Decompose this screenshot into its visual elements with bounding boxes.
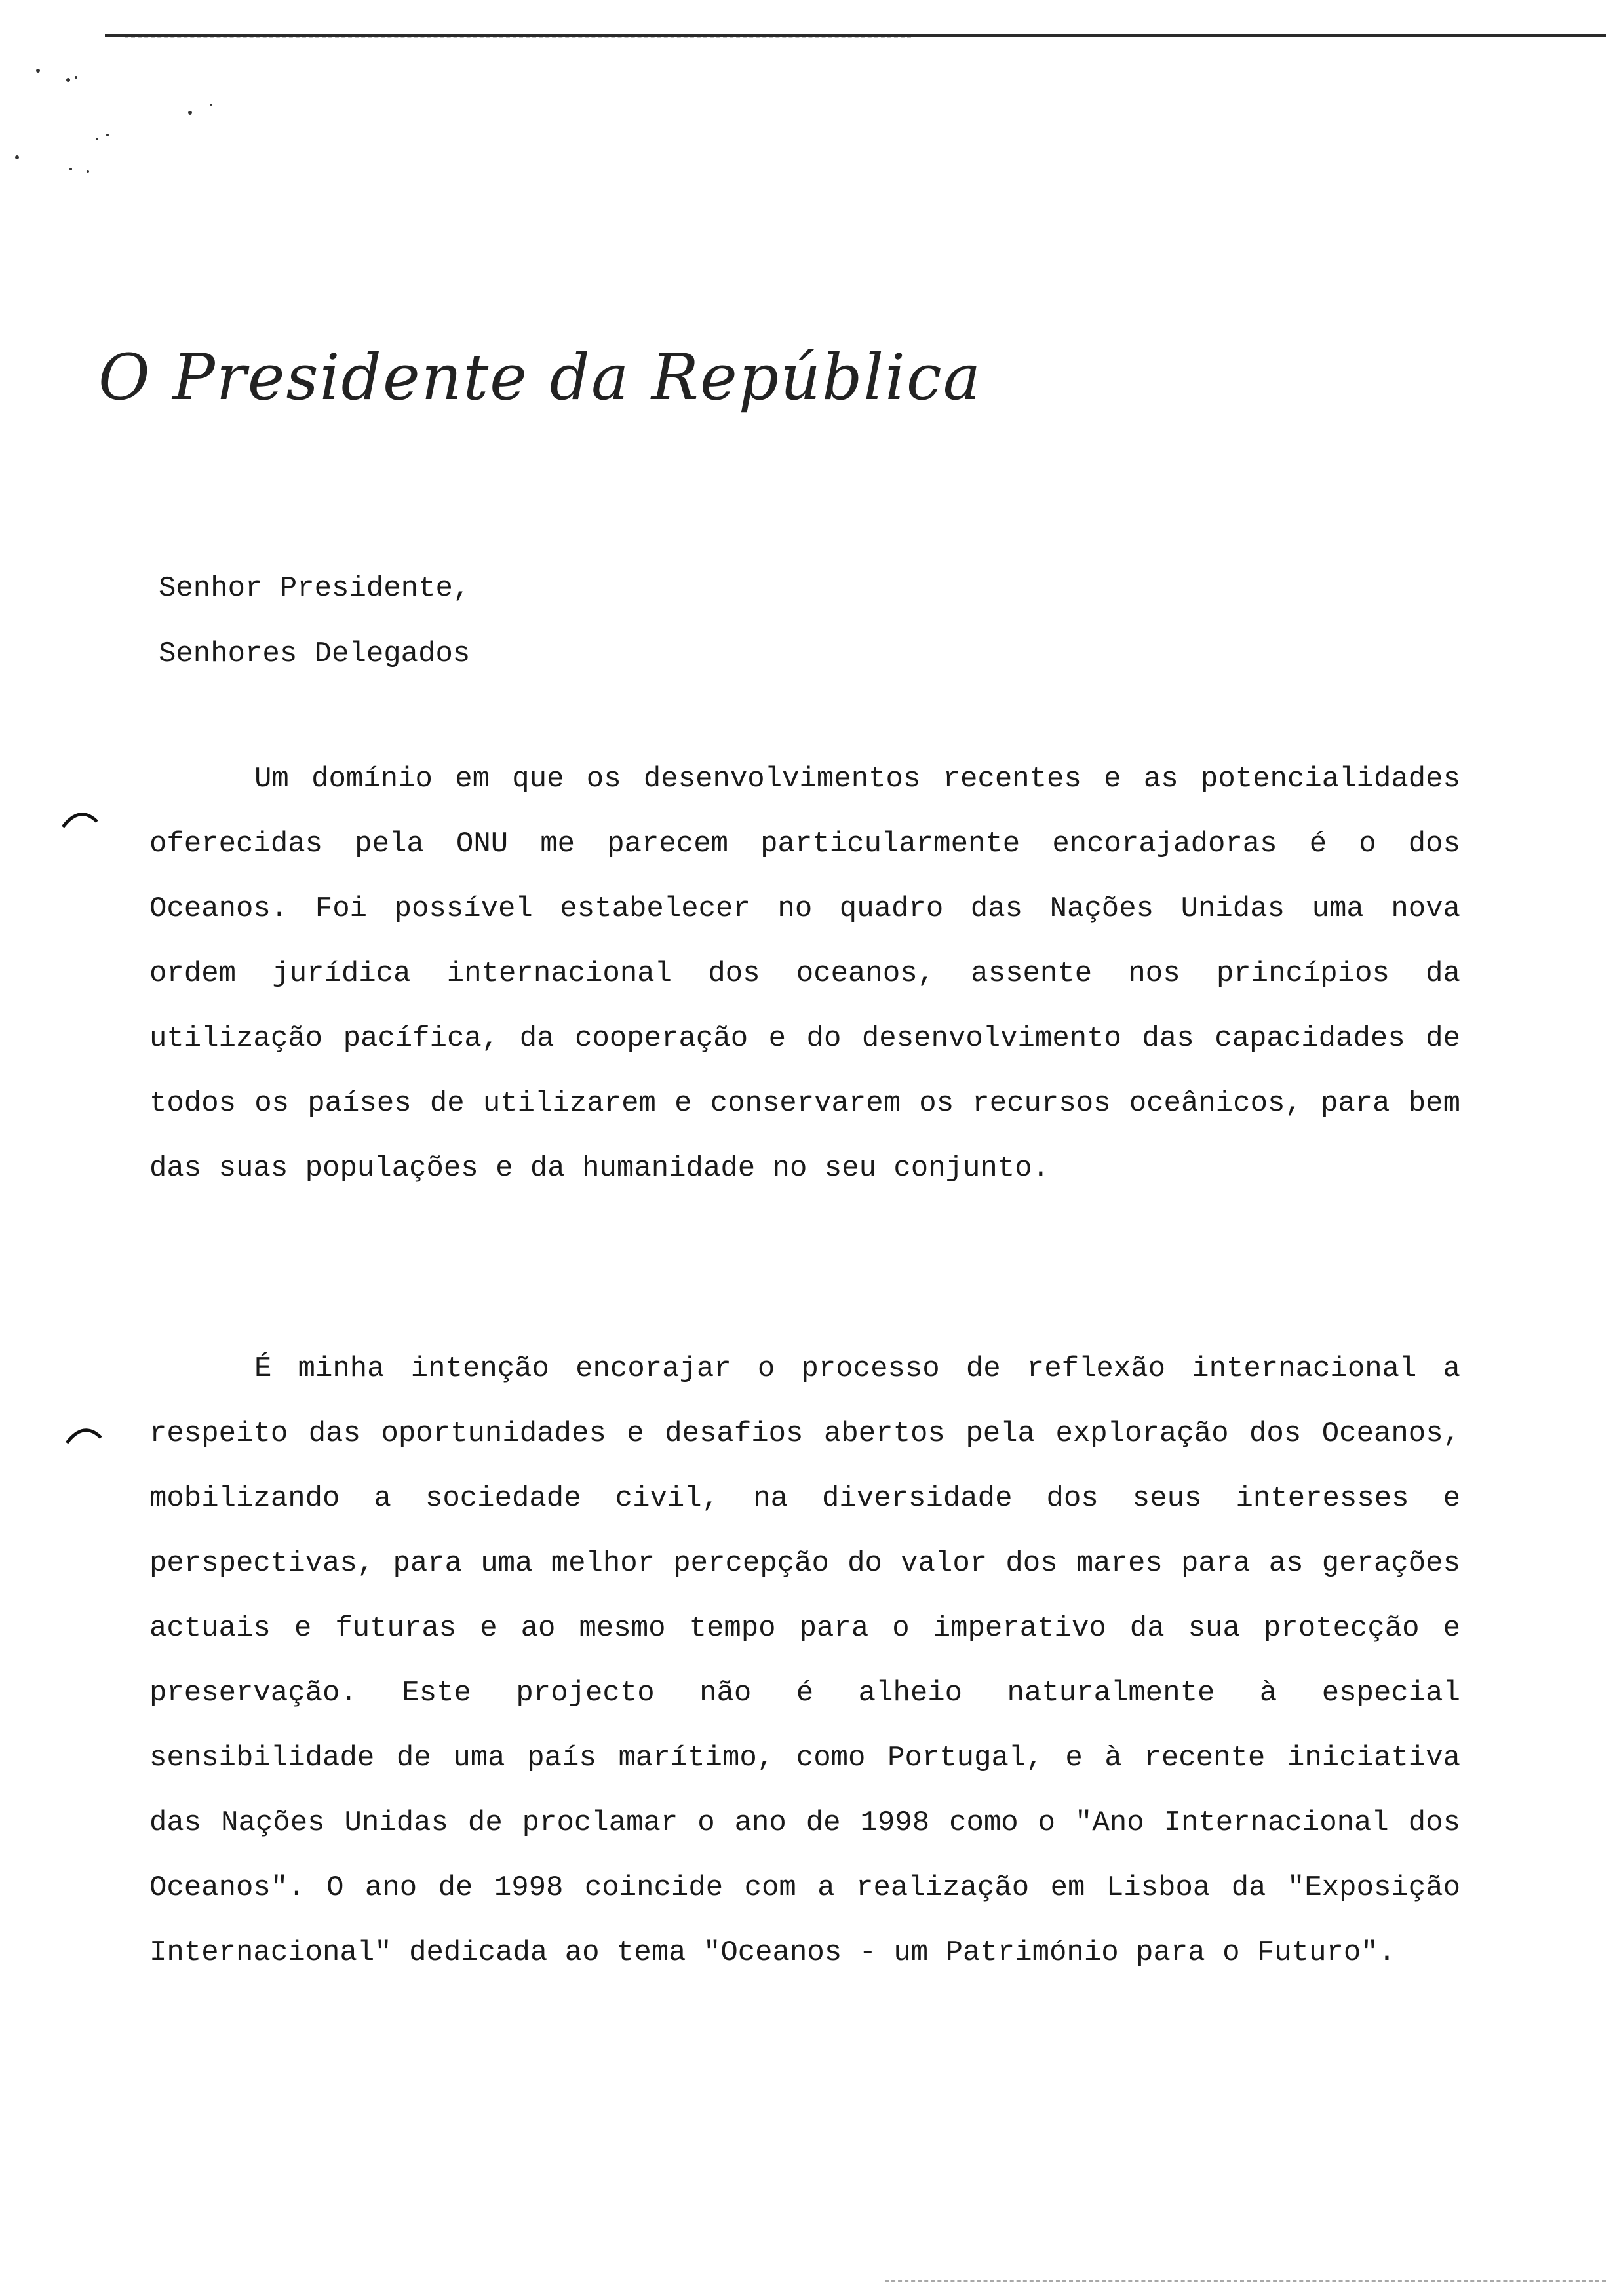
body-paragraph-2: É minha intenção encorajar o processo de reflexão internacional a respeito das oportunidades e desafios abertos pela exploração dos Oceanos, mobilizando a sociedade civil, na diversidade dos seus interesses e perspectivas, para uma melhor percepção do valor dos mares para as gerações actuais e futuras e ao mesmo tempo para o imperativo da sua protecção e preservação. Este projecto não é alheio naturalmente à especial sensibilidade de uma país marítimo, como Portugal, e à recente iniciativa das Nações Unidas de proclamar o ano de 1998 como o "Ano Internacional dos Oceanos". O ano de 1998 coincide com a realização em Lisboa da "Exposição Internacional" dedicada ao tema "Oceanos - um Património para o Futuro". (149, 1352, 1460, 1969)
scan-specks (0, 0, 262, 197)
body-paragraph-1: Um domínio em que os desenvolvimentos recentes e as potencialidades oferecidas pela ONU me parecem particularmente encorajadoras é o dos Oceanos. Foi possível estabelecer no quadro das Nações Unidas uma nova ordem jurídica internacional dos oceanos, assente nos princípios da utilização pacífica, da cooperação e do desenvolvimento das capacidades de todos os países de utilizarem e conservarem os recursos oceânicos, para bem das suas populações e da humanidade no seu conjunto. (149, 763, 1460, 1185)
punch-hole-mark (60, 805, 100, 831)
letterhead-title: O Presidente da República (98, 341, 982, 414)
salutation-line-2: Senhores Delegados (159, 638, 471, 670)
salutation (159, 556, 470, 687)
bottom-faint-line (885, 2280, 1606, 2282)
punch-hole-mark (64, 1421, 104, 1447)
salutation-line-1: Senhor Presidente, (159, 572, 471, 605)
